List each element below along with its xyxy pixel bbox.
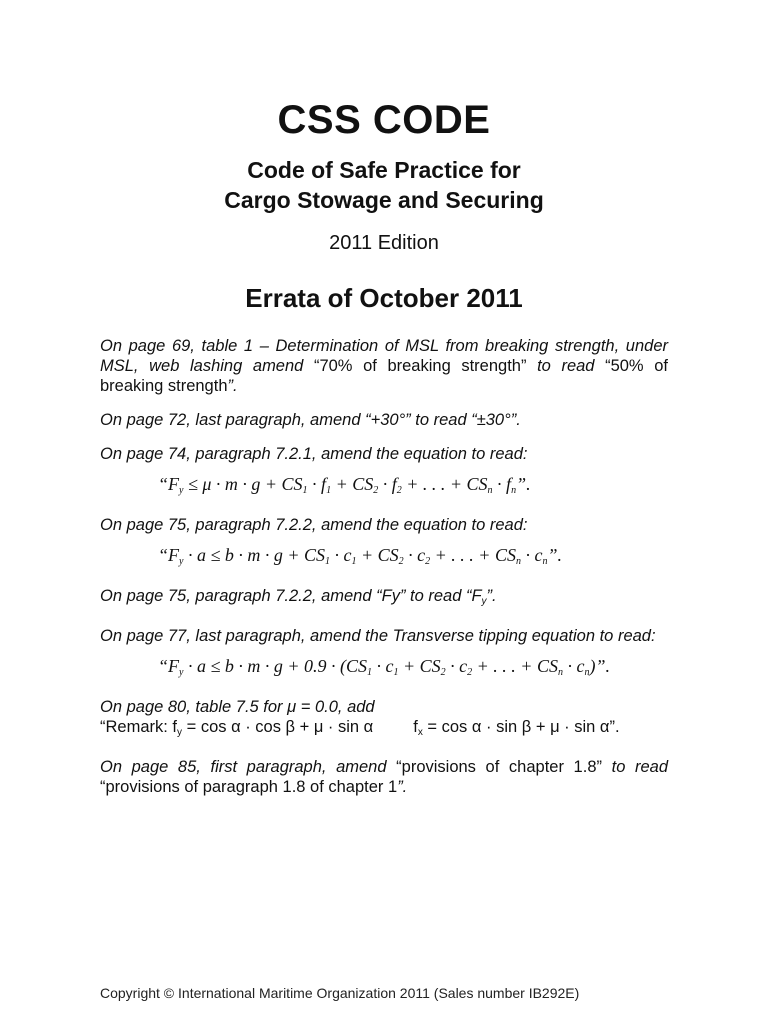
erratum-page-75-equation: On page 75, paragraph 7.2.2, amend the equation to read: [100, 516, 528, 534]
subtitle-line-2: Cargo Stowage and Securing [224, 187, 544, 213]
errata-list [100, 336, 668, 811]
copyright-notice: Copyright © International Maritime Organization 2011 (Sales number IB292E) [100, 985, 580, 1001]
errata-heading: Errata of October 2011 [245, 283, 523, 313]
edition-label: 2011 Edition [329, 232, 439, 254]
document-subtitle [0, 155, 768, 215]
erratum-page-75-fy: On page 75, paragraph 7.2.2, amend “Fy” to read “$F_y$”. [100, 587, 497, 607]
erratum-page-72: On page 72, last paragraph, amend “+30°” to read “±30°”. [100, 411, 521, 429]
subtitle-line-1: Code of Safe Practice for [247, 157, 521, 183]
erratum-page-69: On page 69, table 1 – Determination of MSL from breaking strength, under MSL, web lashing amend “70% of breaking strength” to read “50% of breaking strength”. [100, 337, 668, 395]
equation-7-2-2: “$F_y \cdot a \le b \cdot m \cdot g + CS_1 \cdot c_1 + CS_2 \cdot c_2$ + . . . + $CS_n \cdot c_n$”. [158, 545, 562, 567]
erratum-page-85: On page 85, first paragraph, amend “provisions of chapter 1.8” to read “provisions of paragraph 1.8 of chapter 1”. [100, 758, 669, 796]
erratum-page-80: On page 80, table 7.5 for μ = 0.0, add “Remark: $f_y = \cos \alpha \cdot \cos \beta + \mu \cdot \sin \alpha$ $f_x = \cos \alpha \cdot \sin \beta + \mu \cdot \sin \alpha$”. [100, 697, 668, 743]
equation-transverse-tipping: “$F_y \cdot a \le b \cdot m \cdot g + 0.9 \cdot (CS_1 \cdot c_1 + CS_2 \cdot c_2$ + . . . + $CS_n \cdot c_n$)”. [158, 656, 610, 678]
erratum-page-77: On page 77, last paragraph, amend the Transverse tipping equation to read: [100, 627, 656, 645]
equation-7-2-1: “$F_y \le \mu \cdot m \cdot g + CS_1 \cdot f_1 + CS_2 \cdot f_2$ + . . . + $CS_n \cdot f_n$”. [158, 474, 531, 496]
document-title: CSS CODE [277, 98, 491, 142]
erratum-page-74: On page 74, paragraph 7.2.1, amend the equation to read: [100, 445, 528, 463]
remark-equation: “Remark: $f_y = \cos \alpha \cdot \cos \beta + \mu \cdot \sin \alpha$ $f_x = \cos \alpha \cdot \sin \beta + \mu \cdot \sin \alpha$”. [100, 718, 620, 738]
